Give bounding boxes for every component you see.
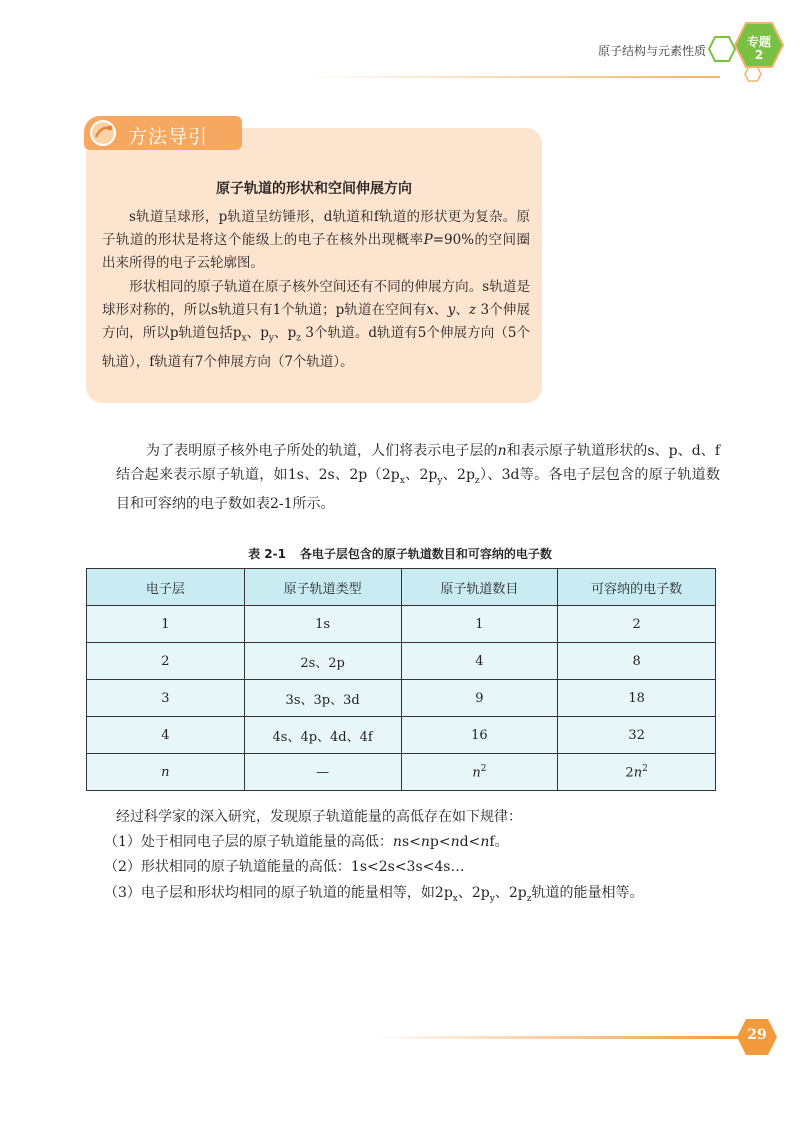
rules-intro: 经过科学家的深入研究，发现原子轨道能量的高低存在如下规律： — [116, 809, 522, 825]
table-cell: 16 — [401, 717, 558, 754]
table-cell: 3s、3p、3d — [244, 680, 401, 717]
orbital-table — [86, 568, 716, 791]
table-cell: — — [244, 754, 401, 791]
table-cell: 9 — [401, 680, 558, 717]
table-title: 各电子层包含的原子轨道数目和可容纳的电子数 — [299, 547, 552, 561]
table-cell: 4s、4p、4d、4f — [244, 717, 401, 754]
intro-paragraph: 为了表明原子核外电子所处的轨道，人们将表示电子层的n和表示原子轨道形状的s、p、d、f结合起来表示原子轨道，如1s、2s、$2p(2p_x$、$2p_y$、$2p_z$）、3d等。各电子层包含的原子轨道数目和可容纳的电子数如表2-1所示。 — [116, 443, 721, 512]
table-cell: $n^2$ — [401, 754, 558, 791]
table-row-general — [87, 754, 716, 791]
method-guide-icon — [88, 118, 120, 148]
badge-number: 2 — [754, 48, 764, 62]
table-row — [87, 680, 716, 717]
column-header: 原子轨道类型 — [244, 569, 401, 606]
table-cell: 2 — [87, 643, 245, 680]
page-number: 29 — [747, 1027, 767, 1043]
table-cell: 3 — [87, 680, 245, 717]
method-paragraph-shape: s轨道呈球形，p轨道呈纺锤形，d轨道和f轨道的形状更为复杂。原子轨道的形状是将这个能级上的电子在核外出现概率P=90%的空间圈出来所得的电子云轮廓图。 — [102, 209, 530, 271]
header-rule — [300, 76, 720, 78]
hexagon-small-icon — [744, 66, 762, 82]
rule-1: （1）处于相同电子层的原子轨道能量的高低：ns<np<nd<nf。 — [104, 834, 509, 850]
table-row — [87, 643, 716, 680]
table-header-row — [87, 569, 716, 606]
topic-badge — [739, 36, 779, 62]
rule-3: （3）电子层和形状均相同的原子轨道的能量相等，如$2p_x$、$2p_y$、$2p_z$轨道的能量相等。 — [104, 885, 644, 904]
table-cell: 1 — [401, 606, 558, 643]
section-title: 原子结构与元素性质 — [598, 44, 707, 58]
table-cell: 4 — [87, 717, 245, 754]
table-cell: 1s — [244, 606, 401, 643]
page-header — [0, 0, 800, 90]
table-cell: 32 — [558, 717, 716, 754]
table-cell: 18 — [558, 680, 716, 717]
table-number: 表 2-1 — [248, 547, 286, 561]
hexagon-outline-icon — [708, 36, 736, 62]
method-guide-title: 方法导引 — [128, 126, 209, 148]
table-cell: n — [87, 754, 245, 791]
table-cell: $2n^2$ — [558, 754, 716, 791]
column-header: 原子轨道数目 — [401, 569, 558, 606]
table-row — [87, 606, 716, 643]
table-row — [87, 717, 716, 754]
rule-2: （2）形状相同的原子轨道能量的高低：1s<2s<3s<4s… — [104, 859, 465, 875]
table-cell: 1 — [87, 606, 245, 643]
column-header: 可容纳的电子数 — [558, 569, 716, 606]
table-cell: 2s、2p — [244, 643, 401, 680]
method-box-heading: 原子轨道的形状和空间伸展方向 — [216, 181, 412, 197]
table-cell: 2 — [558, 606, 716, 643]
method-paragraph-direction: 形状相同的原子轨道在原子核外空间还有不同的伸展方向。s轨道是球形对称的，所以s轨道只有1个轨道；p轨道在空间有x、y、z 3个伸展方向，所以p轨道包括$p_x$、$p_y$、$p_z$ 3个轨道。d轨道有5个伸展方向（5个轨道），f轨道有7个伸展方向（7个轨道）。 — [102, 279, 531, 370]
table-cell: 4 — [401, 643, 558, 680]
footer-rule — [370, 1036, 740, 1039]
column-header: 电子层 — [87, 569, 245, 606]
table-caption — [0, 545, 800, 562]
table-cell: 8 — [558, 643, 716, 680]
badge-label: 专题 — [746, 35, 771, 49]
